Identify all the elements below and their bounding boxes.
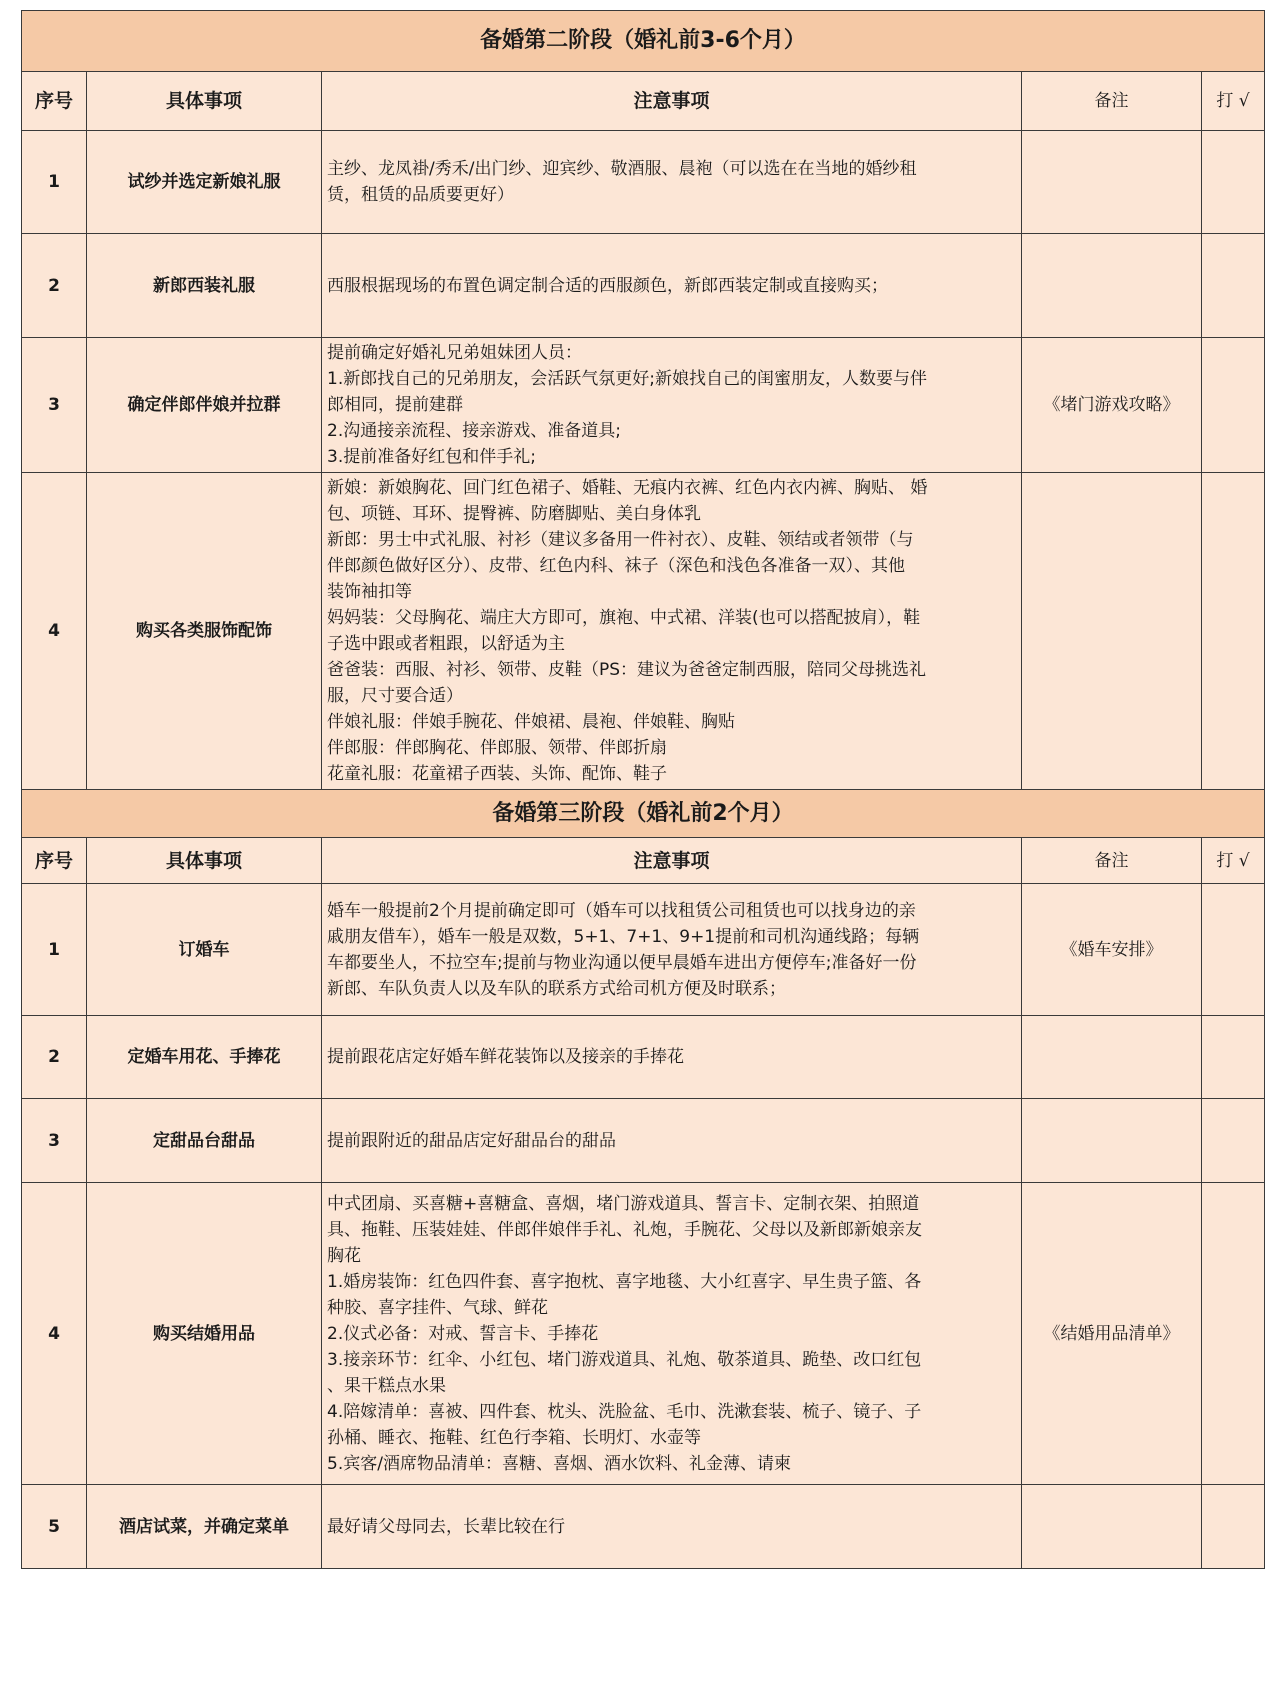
remark-cell [1022,473,1202,790]
note-line: 新郎、车队负责人以及车队的联系方式给司机方便及时联系； [327,978,786,999]
note-line: 3.提前准备好红包和伴手礼; [327,447,536,467]
task-note [322,884,1022,1016]
note-line: 西服根据现场的布置色调定制合适的西服颜色，新郎西装定制或直接购买； [327,275,888,296]
row-number: 4 [22,473,87,790]
note-line: 具、拖鞋、压装娃娃、伴郎伴娘伴手礼、礼炮，手腕花、父母以及新郎新娘亲友 [327,1219,922,1240]
note-line: 爸爸装：西服、衬衫、领带、皮鞋（PS：建议为爸爸定制西服，陪同父母挑选礼 [327,660,927,680]
note-line: 提前跟附近的甜品店定好甜品台的甜品 [327,1130,616,1151]
note-line: 、果干糕点水果 [327,1375,446,1396]
table-row [22,1183,1265,1485]
task-note [322,234,1022,338]
note-line: 2.仪式必备：对戒、誓言卡、手捧花 [327,1323,599,1344]
remark-cell [1022,234,1202,338]
checkbox-cell[interactable] [1202,1016,1265,1099]
note-line: 中式团扇、买喜糖+喜糖盒、喜烟，堵门游戏道具、誓言卡、定制衣架、拍照道 [327,1193,920,1214]
note-line: 戚朋友借车），婚车一般是双数，5+1、7+1、9+1提前和司机沟通线路；每辆 [327,926,920,947]
note-line: 服，尺寸要合适） [327,686,463,706]
header-row [22,72,1265,131]
row-number: 5 [22,1485,87,1569]
note-line: 装饰袖扣等 [327,582,412,602]
task-item: 购买各类服饰配饰 [87,473,322,790]
note-line: 妈妈装：父母胸花、端庄大方即可，旗袍、中式裙、洋装(也可以搭配披肩），鞋 [327,608,921,628]
note-line: 1.婚房装饰：红色四件套、喜字抱枕、喜字地毯、大小红喜字、早生贵子篮、各 [327,1271,922,1292]
header-no: 序号 [22,72,87,131]
table-row [22,473,1265,790]
note-line: 包、项链、耳环、提臀裤、防磨脚贴、美白身体乳 [327,504,701,524]
header-check: 打 √ [1202,838,1265,884]
note-line: 新娘：新娘胸花、回门红色裙子、婚鞋、无痕内衣裤、红色内衣内裤、胸贴、 婚 [327,478,928,498]
table-row [22,1099,1265,1183]
note-line: 赁，租赁的品质要更好） [327,185,514,205]
section-title-row [22,11,1265,72]
task-note [322,1099,1022,1183]
row-number: 4 [22,1183,87,1485]
checkbox-cell[interactable] [1202,1485,1265,1569]
note-line: 4.陪嫁清单：喜被、四件套、枕头、洗脸盆、毛巾、洗漱套装、梳子、镜子、子 [327,1401,922,1422]
note-line: 2.沟通接亲流程、接亲游戏、准备道具; [327,421,621,441]
note-line: 伴郎服：伴郎胸花、伴郎服、领带、伴郎折扇 [327,738,667,758]
section-title: 备婚第三阶段（婚礼前2个月） [22,790,1265,838]
task-note [322,473,1022,790]
task-note [322,131,1022,234]
note-line: 3.接亲环节：红伞、小红包、堵门游戏道具、礼炮、敬茶道具、跪垫、改口红包 [327,1349,922,1370]
checklist-body [22,11,1265,1569]
remark-cell [1022,1099,1202,1183]
header-note: 注意事项 [322,72,1022,131]
note-line: 车都要坐人，不拉空车;提前与物业沟通以便早晨婚车进出方便停车;准备好一份 [327,952,917,973]
table-row [22,131,1265,234]
task-item: 试纱并选定新娘礼服 [87,131,322,234]
remark-cell: 《结婚用品清单》 [1022,1183,1202,1485]
note-line: 最好请父母同去，长辈比较在行 [327,1516,565,1537]
note-line: 新郎：男士中式礼服、衬衫（建议多备用一件衬衣）、皮鞋、领结或者领带（与 [327,530,914,550]
note-line: 婚车一般提前2个月提前确定即可（婚车可以找租赁公司租赁也可以找身边的亲 [327,900,916,921]
task-note [322,338,1022,473]
row-number: 3 [22,338,87,473]
section-title: 备婚第二阶段（婚礼前3-6个月） [22,11,1265,72]
checklist-table [21,10,1265,1569]
checkbox-cell[interactable] [1202,1183,1265,1485]
checkbox-cell[interactable] [1202,234,1265,338]
note-line: 子选中跟或者粗跟，以舒适为主 [327,634,565,654]
note-line: 胸花 [327,1245,361,1266]
note-line: 孙桶、睡衣、拖鞋、红色行李箱、长明灯、水壶等 [327,1427,701,1448]
note-line: 郎相同，提前建群 [327,395,463,415]
header-check: 打 √ [1202,72,1265,131]
checklist-sheet [21,10,1264,1569]
task-item: 新郎西装礼服 [87,234,322,338]
checkbox-cell[interactable] [1202,473,1265,790]
task-item: 购买结婚用品 [87,1183,322,1485]
checkbox-cell[interactable] [1202,338,1265,473]
note-line: 提前跟花店定好婚车鲜花装饰以及接亲的手捧花 [327,1047,684,1067]
task-note [322,1016,1022,1099]
header-remark: 备注 [1022,72,1202,131]
row-number: 2 [22,234,87,338]
row-number: 1 [22,131,87,234]
note-line: 种胶、喜字挂件、气球、鲜花 [327,1297,548,1318]
note-line: 花童礼服：花童裙子西装、头饰、配饰、鞋子 [327,764,667,784]
header-item: 具体事项 [87,838,322,884]
row-number: 3 [22,1099,87,1183]
task-note [322,1183,1022,1485]
note-line: 5.宾客/酒席物品清单：喜糖、喜烟、酒水饮料、礼金薄、请柬 [327,1453,791,1474]
task-note [322,1485,1022,1569]
note-line: 1.新郎找自己的兄弟朋友，会活跃气氛更好;新娘找自己的闺蜜朋友，人数要与伴 [327,369,927,389]
table-row [22,1485,1265,1569]
header-remark: 备注 [1022,838,1202,884]
remark-cell [1022,1016,1202,1099]
checkbox-cell[interactable] [1202,131,1265,234]
remark-cell: 《堵门游戏攻略》 [1022,338,1202,473]
header-item: 具体事项 [87,72,322,131]
header-note: 注意事项 [322,838,1022,884]
note-line: 伴娘礼服：伴娘手腕花、伴娘裙、晨袍、伴娘鞋、胸贴 [327,712,735,732]
header-row [22,838,1265,884]
row-number: 1 [22,884,87,1016]
table-row [22,884,1265,1016]
remark-cell [1022,131,1202,234]
remark-cell [1022,1485,1202,1569]
task-item: 订婚车 [87,884,322,1016]
section-title-row [22,790,1265,838]
row-number: 2 [22,1016,87,1099]
table-row [22,1016,1265,1099]
note-line: 主纱、龙凤褂/秀禾/出门纱、迎宾纱、敬酒服、晨袍（可以选在在当地的婚纱租 [327,159,917,179]
table-row [22,234,1265,338]
checkbox-cell[interactable] [1202,1099,1265,1183]
remark-cell: 《婚车安排》 [1022,884,1202,1016]
checkbox-cell[interactable] [1202,884,1265,1016]
header-no: 序号 [22,838,87,884]
task-item: 定婚车用花、手捧花 [87,1016,322,1099]
note-line: 伴郎颜色做好区分）、皮带、红色内科、袜子（深色和浅色各准备一双）、其他 [327,556,905,576]
note-line: 提前确定好婚礼兄弟姐妹团人员： [327,343,582,363]
task-item: 确定伴郎伴娘并拉群 [87,338,322,473]
task-item: 定甜品台甜品 [87,1099,322,1183]
task-item: 酒店试菜，并确定菜单 [87,1485,322,1569]
table-row [22,338,1265,473]
